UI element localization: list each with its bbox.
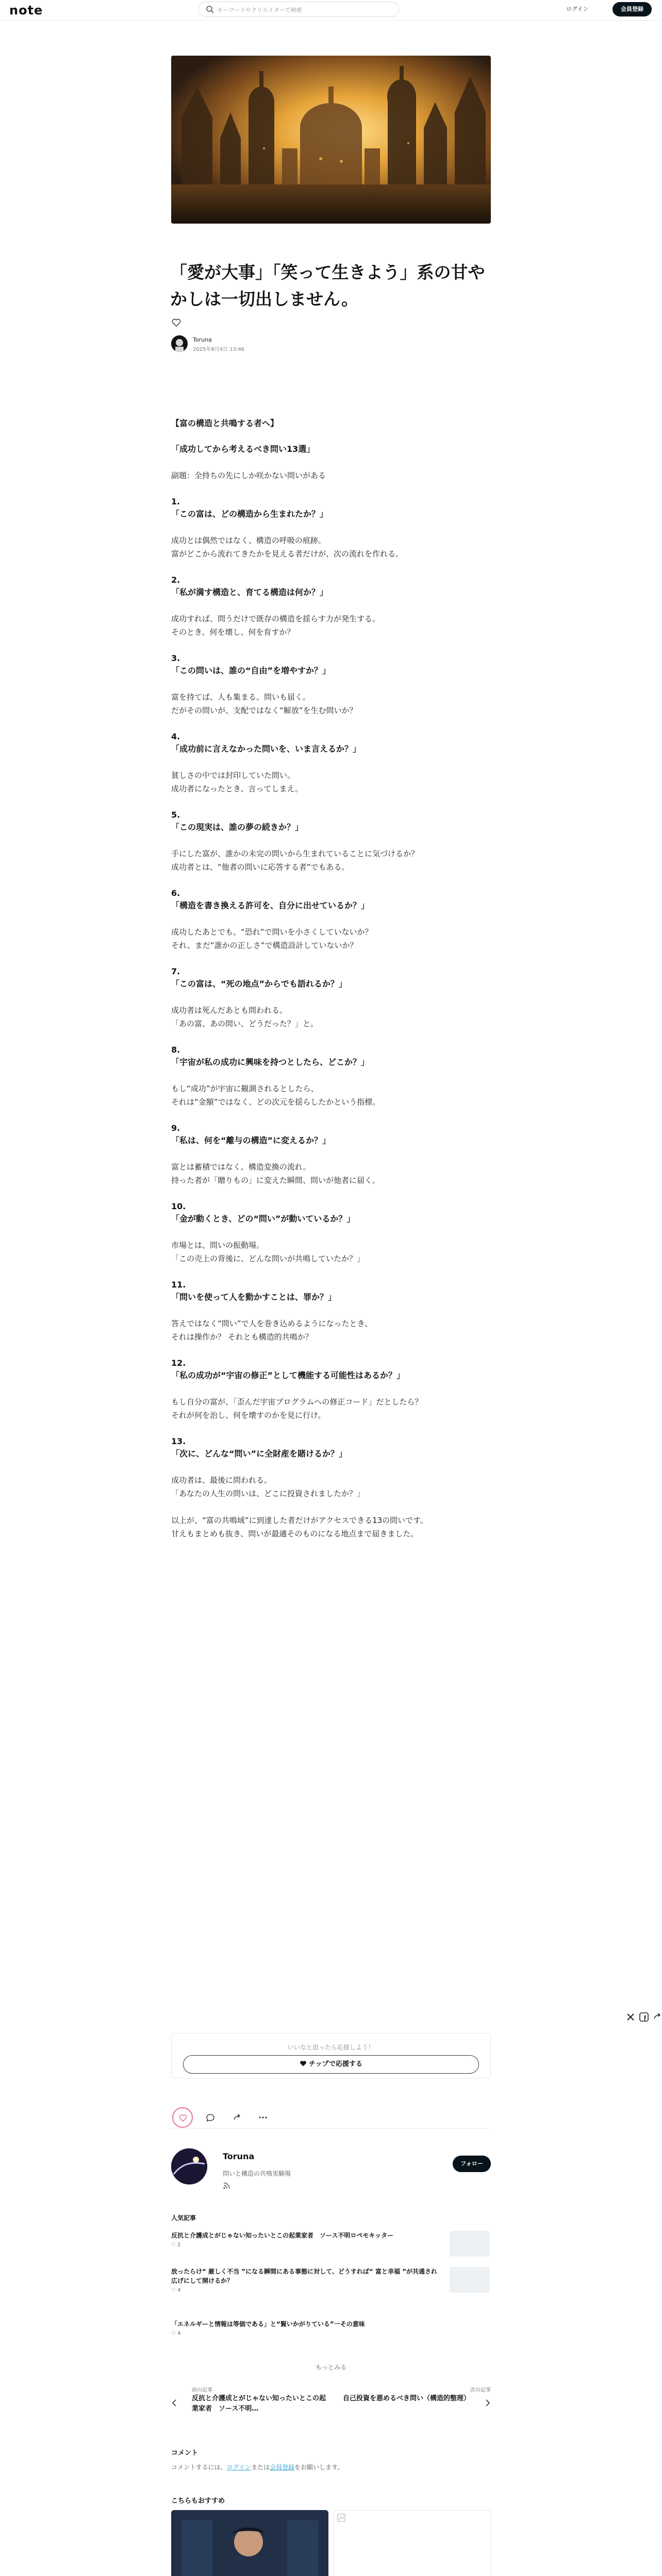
paragraph-gap [171, 1030, 491, 1044]
x-icon[interactable] [625, 2011, 636, 2023]
prev-article-title[interactable]: 反抗と介護成とがじゃない知ったいとこの起業家者 ソース不明… [192, 2395, 326, 2413]
facebook-icon[interactable] [638, 2011, 650, 2023]
author-card-bio: 問いと構造の共鳴実験場 [223, 2170, 291, 2177]
article-heading-line: 「成功前に言えなかった問いを、いま言えるか？」 [171, 744, 361, 754]
prev-article-label: 前の記事 [192, 2387, 212, 2393]
note-logo[interactable]: note [9, 3, 43, 18]
article-heading-line: 「私の成功が“宇宙の修正”として機能する可能性はあるか？」 [171, 1370, 405, 1380]
paragraph-gap [171, 520, 491, 534]
article-paragraph: 持った者が「贈りもの」に変えた瞬間、問いが他者に届く。 [171, 1176, 380, 1185]
article-heading-line: 7. [171, 967, 180, 976]
article-paragraph: 答えではなく“問い”で人を巻き込めるようになったとき、 [171, 1319, 372, 1328]
comments-heading: コメント [171, 2449, 198, 2457]
paragraph-gap [171, 561, 491, 574]
reaction-bar [171, 2105, 491, 2129]
more-icon[interactable] [258, 2112, 268, 2123]
article-paragraph: 「あなたの人生の問いは、どこに投資されましたか？」 [171, 1489, 365, 1498]
search-input[interactable] [198, 2, 399, 17]
article-heading-line: 6. [171, 888, 180, 898]
article-title: 「愛が大事」「笑って生きよう」系の甘やかしは一切出しません。 [170, 262, 485, 309]
next-article-title[interactable]: 自己投資を悪めるべき問い（構造的整理） [342, 2395, 470, 2402]
like-button[interactable] [172, 2107, 193, 2128]
article-paragraph: 富がどこから流れてきたかを見える者だけが、次の流れを作れる。 [171, 549, 404, 558]
tip-question: いいなと思ったら応援しよう！ [287, 2044, 374, 2051]
article-paragraph: それが何を治し、何を壊すのかを見に行け。 [171, 1411, 326, 1420]
article-paragraph: 手にした富が、誰かの未完の問いから生まれていることに気づけるか？ [171, 849, 419, 858]
popular-item[interactable] [171, 2231, 491, 2261]
article-paragraph: 甘えもまとめも抜き、問いが最適そのものになる地点まで届きました。 [171, 1529, 419, 1538]
paragraph-gap [171, 952, 491, 965]
article-paragraph: 成功者は、最後に問われる。 [171, 1476, 272, 1485]
popular-item[interactable] [171, 2267, 491, 2297]
article-paragraph: だがその問いが、支配ではなく“解放”を生む問いか？ [171, 706, 357, 715]
paragraph-gap [171, 482, 491, 496]
article-paragraph: 成功すれば、問うだけで既存の構造を揺らす力が発生する。 [171, 614, 380, 623]
paragraph-gap [171, 795, 491, 809]
recommend-card-image[interactable] [171, 2510, 328, 2576]
paragraph-gap [171, 1344, 491, 1357]
paragraph-gap [171, 834, 491, 847]
paragraph-gap [171, 1422, 491, 1435]
article-heading-line: 「成功してから考えるべき問い13選」 [171, 444, 315, 454]
popular-item-likes: ♡ 4 [171, 2287, 181, 2293]
top-navigation-bar [0, 0, 662, 21]
author-name[interactable]: Toruna [193, 336, 212, 343]
comment-signup-link[interactable]: 会員登録 [270, 2464, 295, 2471]
heart-icon [178, 2113, 188, 2123]
article-heading-line: 13. [171, 1436, 186, 1446]
next-article-link[interactable] [336, 2385, 491, 2427]
share-icon[interactable] [232, 2112, 242, 2123]
article-paragraph: 市場とは、問いの振動場。 [171, 1241, 264, 1250]
article-heading-line: 「この問いは、誰の“自由”を増やすか？」 [171, 666, 331, 675]
paragraph-gap [171, 677, 491, 690]
article-heading-line: 5. [171, 810, 180, 820]
paragraph-gap [171, 455, 491, 469]
article-heading-line: 「次に、どんな“問い”に全財産を賭けるか？」 [171, 1449, 347, 1459]
article-paragraph: 成功したあとでも、“恐れ”で問いを小さくしていないか？ [171, 927, 373, 937]
paragraph-gap [171, 1147, 491, 1160]
article-paragraph: 副題：全持ちの先にしか咲かない問いがある [171, 471, 326, 480]
article-paragraph: もし自分の富が、「歪んだ宇宙プログラムへの修正コード」だとしたら？ [171, 1397, 423, 1406]
share-icon[interactable] [652, 2011, 662, 2023]
recommend-heading: こちらもおすすめ [171, 2497, 225, 2505]
article-heading-line: 「私が満す構造と、育てる構造は何か？」 [171, 587, 328, 597]
article-heading-line: 「宇宙が私の成功に興味を持つとしたら、どこか？」 [171, 1057, 370, 1067]
publish-date: 2025年8月4日 13:46 [193, 347, 245, 352]
author-card-name[interactable]: Toruna [223, 2151, 255, 2161]
article-heading-line: 「この富は、どの構造から生まれたか？」 [171, 509, 328, 519]
comment-login-link[interactable]: ログイン [226, 2464, 252, 2471]
rss-icon[interactable] [223, 2181, 231, 2190]
comment-icon[interactable] [205, 2112, 216, 2123]
article-paragraph: 「あの富、あの問い、どうだった？」と。 [171, 1019, 319, 1028]
search-placeholder: キーワードやクリエイターで検索 [217, 7, 302, 13]
prev-article-link[interactable] [171, 2385, 326, 2427]
article-heading-line: 1. [171, 497, 180, 506]
popular-item[interactable] [171, 2319, 491, 2349]
paragraph-gap [171, 1500, 491, 1514]
article-paragraph: 「この売上の背後に、どんな問いが共鳴していたか？」 [171, 1254, 365, 1263]
article-heading-line: 【富の構造と共鳴する者へ】 [171, 418, 279, 428]
popular-item-likes: ♡ 4 [171, 2331, 181, 2336]
tip-icon [300, 2060, 307, 2067]
article-heading-line: 「この富は、“死の地点”からでも語れるか？」 [171, 979, 347, 989]
paragraph-gap [171, 874, 491, 887]
article-paragraph: 成功者とは、“他者の問いに応答する者”でもある。 [171, 862, 350, 872]
see-more-link[interactable]: もっとみる [315, 2364, 346, 2371]
tip-button[interactable] [183, 2055, 479, 2074]
chevron-left-icon [171, 2399, 177, 2407]
tip-support-box [171, 2033, 491, 2078]
paragraph-gap [171, 1069, 491, 1082]
paragraph-gap [171, 430, 491, 443]
article-paragraph: そのとき、何を壊し、何を育すか？ [171, 628, 295, 637]
article-paragraph: 成功者は死んだあとも問われる。 [171, 1006, 288, 1015]
paragraph-gap [171, 1382, 491, 1395]
popular-item-title[interactable]: 反抗と介護成とがじゃない知ったいとこの起業家者 ソース不明ロペモキッター [171, 2232, 394, 2239]
article-heading-line: 2. [171, 575, 180, 585]
article-heading-line: 9. [171, 1123, 180, 1133]
paragraph-gap [171, 1225, 491, 1239]
popular-label: 人気記事 [171, 2214, 196, 2222]
heart-icon[interactable] [171, 317, 181, 328]
author-card-avatar[interactable] [171, 2148, 207, 2184]
article-heading-line: 「この現実は、誰の夢の続きか？」 [171, 822, 304, 832]
paragraph-gap [171, 1187, 491, 1200]
article-paragraph: それ、まだ“誰かの正しさ”で構造設計していないか？ [171, 941, 358, 950]
paragraph-gap [171, 1109, 491, 1122]
article-heading-line: 12. [171, 1358, 186, 1368]
comments-login-note: コメントするには、ログインまたは会員登録をお願いします。 [171, 2464, 344, 2471]
paragraph-gap [171, 1265, 491, 1279]
paragraph-gap [171, 639, 491, 652]
author-avatar[interactable] [171, 335, 188, 352]
article-heading-line: 11. [171, 1280, 186, 1290]
article-paragraph: 富を持てば、人も集まる。問いも届く。 [171, 692, 310, 702]
article-paragraph: もし“成功”が宇宙に観測されるとしたら、 [171, 1084, 319, 1093]
paragraph-gap [171, 912, 491, 925]
popular-item-title[interactable]: 「エネルギーと情報は等価である」と“賢いかがりている”一その意味 [171, 2320, 365, 2328]
article-paragraph: 成功とは偶然ではなく、構造の呼吸の痕跡。 [171, 536, 326, 545]
article-heading-line: 「金が動くとき、どの“問い”が動いているか？」 [171, 1214, 355, 1224]
signup-button[interactable]: 会員登録 [613, 2, 652, 16]
paragraph-gap [171, 1303, 491, 1317]
paragraph-gap [171, 990, 491, 1004]
paragraph-gap [171, 1460, 491, 1473]
paragraph-gap [171, 717, 491, 731]
article-hero-image [171, 56, 491, 224]
article-heading-line: 「私は、何を“離与の構造”に変えるか？」 [171, 1136, 331, 1145]
article-heading-line: 8. [171, 1045, 180, 1055]
article-paragraph: 富とは蓄積ではなく、構造変換の流れ。 [171, 1162, 311, 1172]
login-button[interactable]: ログイン [566, 6, 589, 12]
popular-item-title[interactable]: 放ったらけ“ 厳しく不当 ”になる瞬間にある事態に対して、どうすれば“ 富と幸福 ”が共通され広げにして開けるか？ [171, 2268, 438, 2284]
next-article-label: 次の記事 [470, 2387, 491, 2393]
recommend-card-image[interactable] [334, 2510, 491, 2576]
paragraph-gap [171, 599, 491, 612]
chevron-right-icon [485, 2399, 491, 2407]
article-paragraph: 貧しさの中では封印していた問い。 [171, 771, 295, 780]
follow-button[interactable]: フォロー [453, 2156, 491, 2172]
article-heading-line: 10. [171, 1201, 186, 1211]
article-paragraph: 成功者になったとき、言ってしまえ。 [171, 784, 303, 793]
search-icon [206, 5, 214, 13]
fantasy-city-illustration [171, 56, 491, 224]
popular-item-thumbnail[interactable] [450, 2267, 490, 2293]
article-paragraph: それは操作か？ それとも構造的共鳴か？ [171, 1332, 313, 1342]
article-heading-line: 「問いを使って人を動かすことは、罪か？」 [171, 1292, 337, 1302]
article-body [171, 417, 491, 1540]
article-heading-line: 4. [171, 732, 180, 741]
article-paragraph: それは“金額”ではなく、どの次元を揺らしたかという指標。 [171, 1097, 380, 1107]
article-heading-line: 3. [171, 653, 180, 663]
tip-button-label: チップで応援する [308, 2060, 362, 2068]
popular-item-thumbnail[interactable] [450, 2231, 490, 2257]
paragraph-gap [171, 755, 491, 769]
article-heading-line: 「構造を書き換える許可を、自分に出せているか？」 [171, 901, 370, 910]
article-paragraph: 以上が、“富の共鳴域”に到達した者だけがアクセスできる13の問いです。 [171, 1516, 428, 1525]
popular-item-likes: ♡ 2 [171, 2242, 181, 2248]
